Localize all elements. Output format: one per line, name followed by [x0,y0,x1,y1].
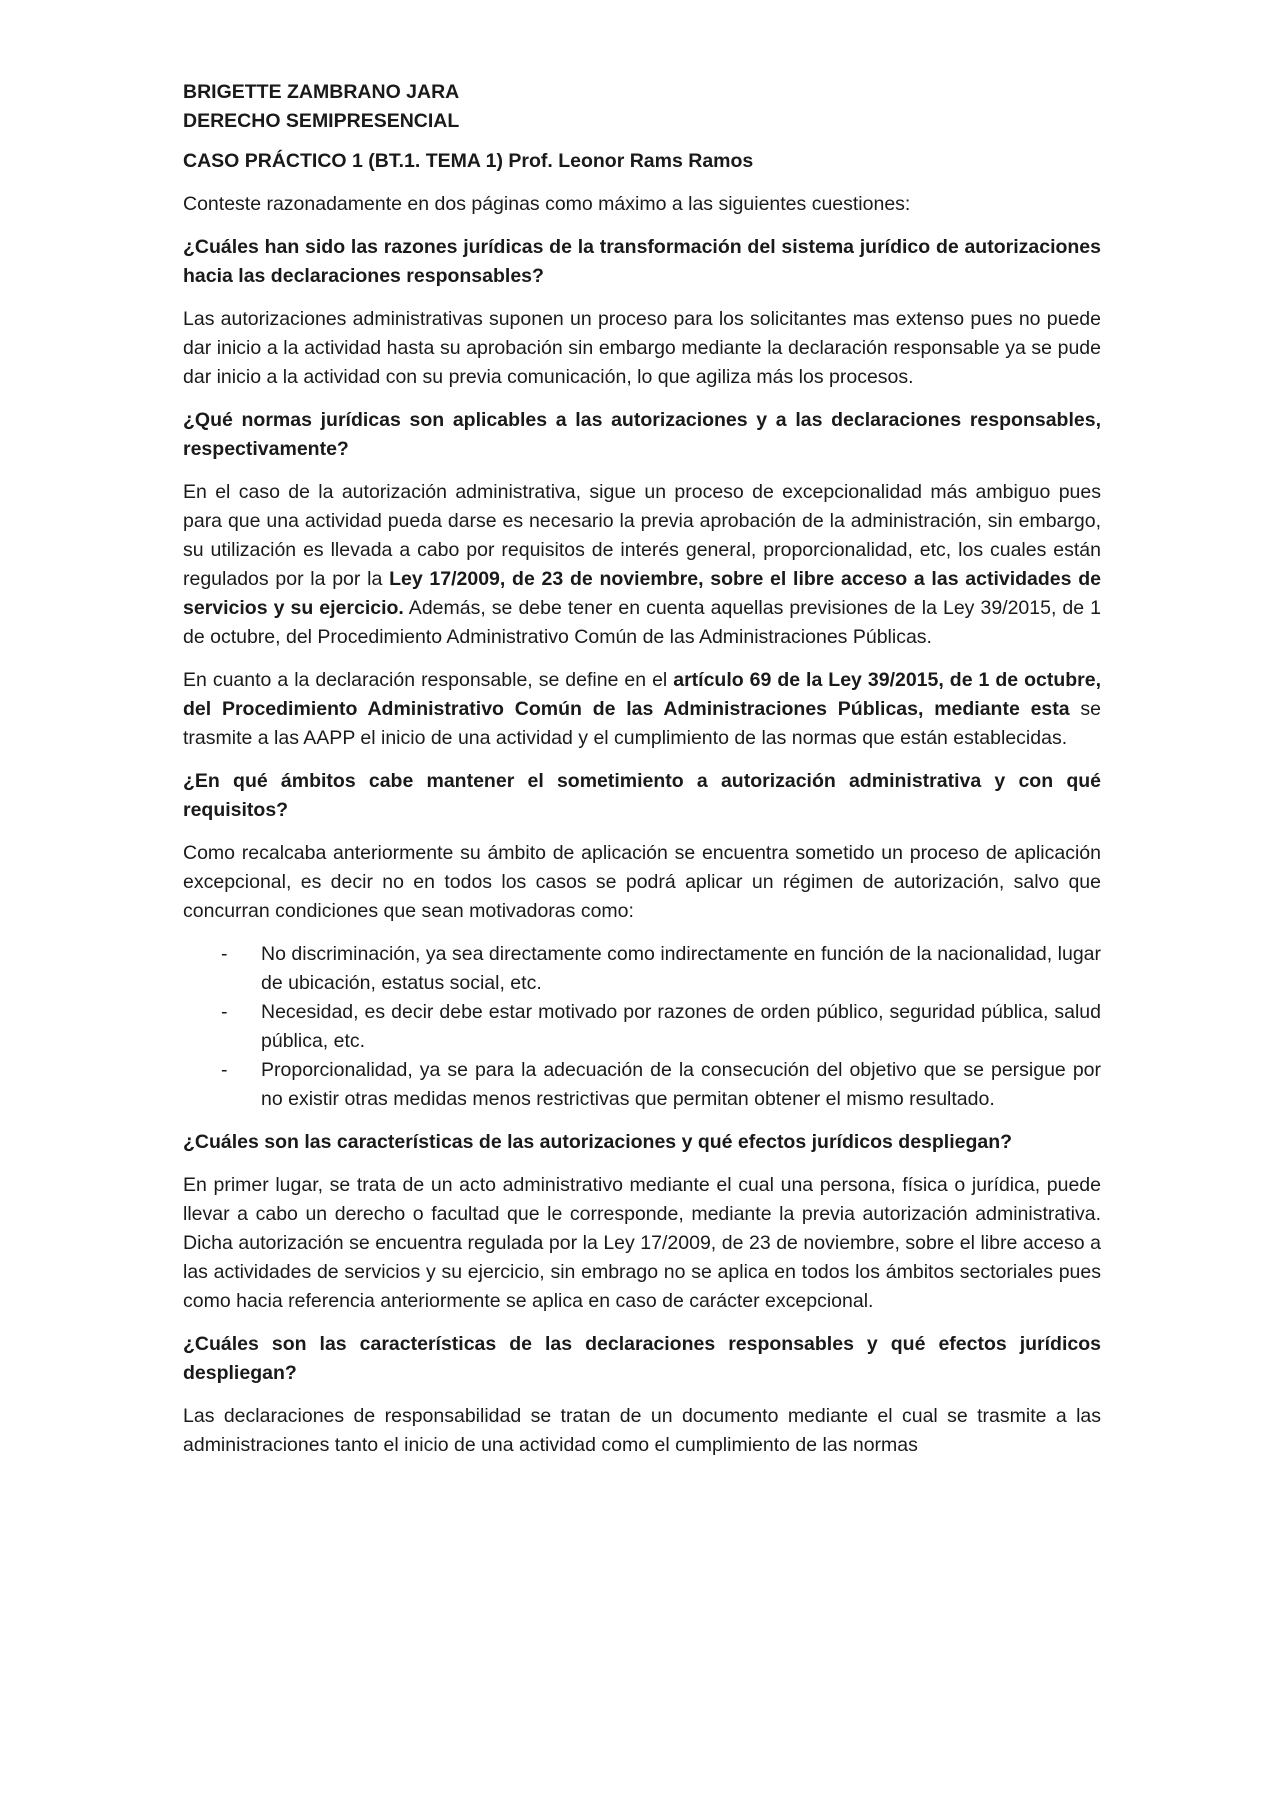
list-item [183,1056,1101,1114]
answer-2a [183,478,1101,652]
answer-2b-text: En cuanto a la declaración responsable, se define en el [183,669,674,691]
bullet-dash: - [221,1001,228,1023]
case-title: CASO PRÁCTICO 1 (BT.1. TEMA 1) Prof. Leonor Rams Ramos [183,150,754,172]
answer-4: En primer lugar, se trata de un acto administrativo mediante el cual una persona, física o jurídica, puede llevar a cabo un derecho o facultad que le corresponde, mediante la previa autorización administrativa. Dicha autorización se encuentra regulada por la Ley 17/2009, de 23 de noviembre, sobre el libre acceso a las actividades de servicios y su ejercicio, sin embrago no se aplica en todos los ámbitos sectoriales pues como hacia referencia anteriormente se aplica en caso de carácter excepcional. [183,1174,1101,1312]
list-item-text: Necesidad, es decir debe estar motivado por razones de orden público, seguridad pública, salud pública, etc. [261,1001,1101,1052]
answer-2a-text: En el caso de la autorización administrativa, sigue un proceso de excepcionalidad más ambiguo pues para que una actividad pueda darse es necesario la previa aprobación de la administración, sin embargo, su utilización es llevada a cabo por requisitos de interés general, proporcionalidad, etc, los cuales están regulados por la por la [183,481,1101,590]
answer-2b [183,666,1101,753]
bullet-dash: - [221,943,228,965]
answer-2a-text-end: Además, se debe tener en cuenta aquellas previsiones de la Ley 39/2015, de 1 de octubre, del Procedimiento Administrativo Común de las Administraciones Públicas. [183,597,1101,648]
bullet-dash: - [221,1059,228,1081]
answer-3: Como recalcaba anteriormente su ámbito de aplicación se encuentra sometido un proceso de aplicación excepcional, es decir no en todos los casos se podrá aplicar un régimen de autorización, salvo que concurran condiciones que sean motivadoras como: [183,842,1101,922]
document-page [183,78,1101,1474]
question-2: ¿Qué normas jurídicas son aplicables a las autorizaciones y a las declaraciones responsables, respectivamente? [183,409,1101,460]
requirements-list [183,940,1101,1114]
question-1: ¿Cuáles han sido las razones jurídicas de la transformación del sistema jurídico de autorizaciones hacia las declaraciones responsables? [183,236,1101,287]
question-5: ¿Cuáles son las características de las declaraciones responsables y qué efectos jurídicos despliegan? [183,1333,1101,1384]
program-name: DERECHO SEMIPRESENCIAL [183,110,460,132]
answer-2a-law-reference: Ley 17/2009, de 23 de noviembre, sobre el libre acceso a las actividades de servicios y su ejercicio. [183,568,1101,619]
list-item [183,998,1101,1056]
answer-2b-law-reference: artículo 69 de la Ley 39/2015, de 1 de octubre, del Procedimiento Administrativo Común de las Administraciones Públicas, mediante esta [183,669,1102,720]
list-item-text: No discriminación, ya sea directamente como indirectamente en función de la nacionalidad, lugar de ubicación, estatus social, etc. [261,943,1101,994]
list-item-text: Proporcionalidad, ya se para la adecuación de la consecución del objetivo que se persigue por no existir otras medidas menos restrictivas que permitan obtener el mismo resultado. [261,1059,1101,1110]
question-4: ¿Cuáles son las características de las autorizaciones y qué efectos jurídicos despliegan? [183,1131,1013,1153]
answer-1: Las autorizaciones administrativas suponen un proceso para los solicitantes mas extenso pues no puede dar inicio a la actividad hasta su aprobación sin embargo mediante la declaración responsable ya se pude dar inicio a la actividad con su previa comunicación, lo que agiliza más los procesos. [183,308,1101,388]
instruction-text: Conteste razonadamente en dos páginas como máximo a las siguientes cuestiones: [183,193,911,215]
answer-5: Las declaraciones de responsabilidad se tratan de un documento mediante el cual se trasmite a las administraciones tanto el inicio de una actividad como el cumplimiento de las normas [183,1405,1101,1456]
author-name: BRIGETTE ZAMBRANO JARA [183,81,460,103]
answer-2b-text-end: se trasmite a las AAPP el inicio de una actividad y el cumplimiento de las normas que están establecidas. [183,698,1102,749]
question-3: ¿En qué ámbitos cabe mantener el sometimiento a autorización administrativa y con qué requisitos? [183,770,1101,821]
list-item [183,940,1101,998]
